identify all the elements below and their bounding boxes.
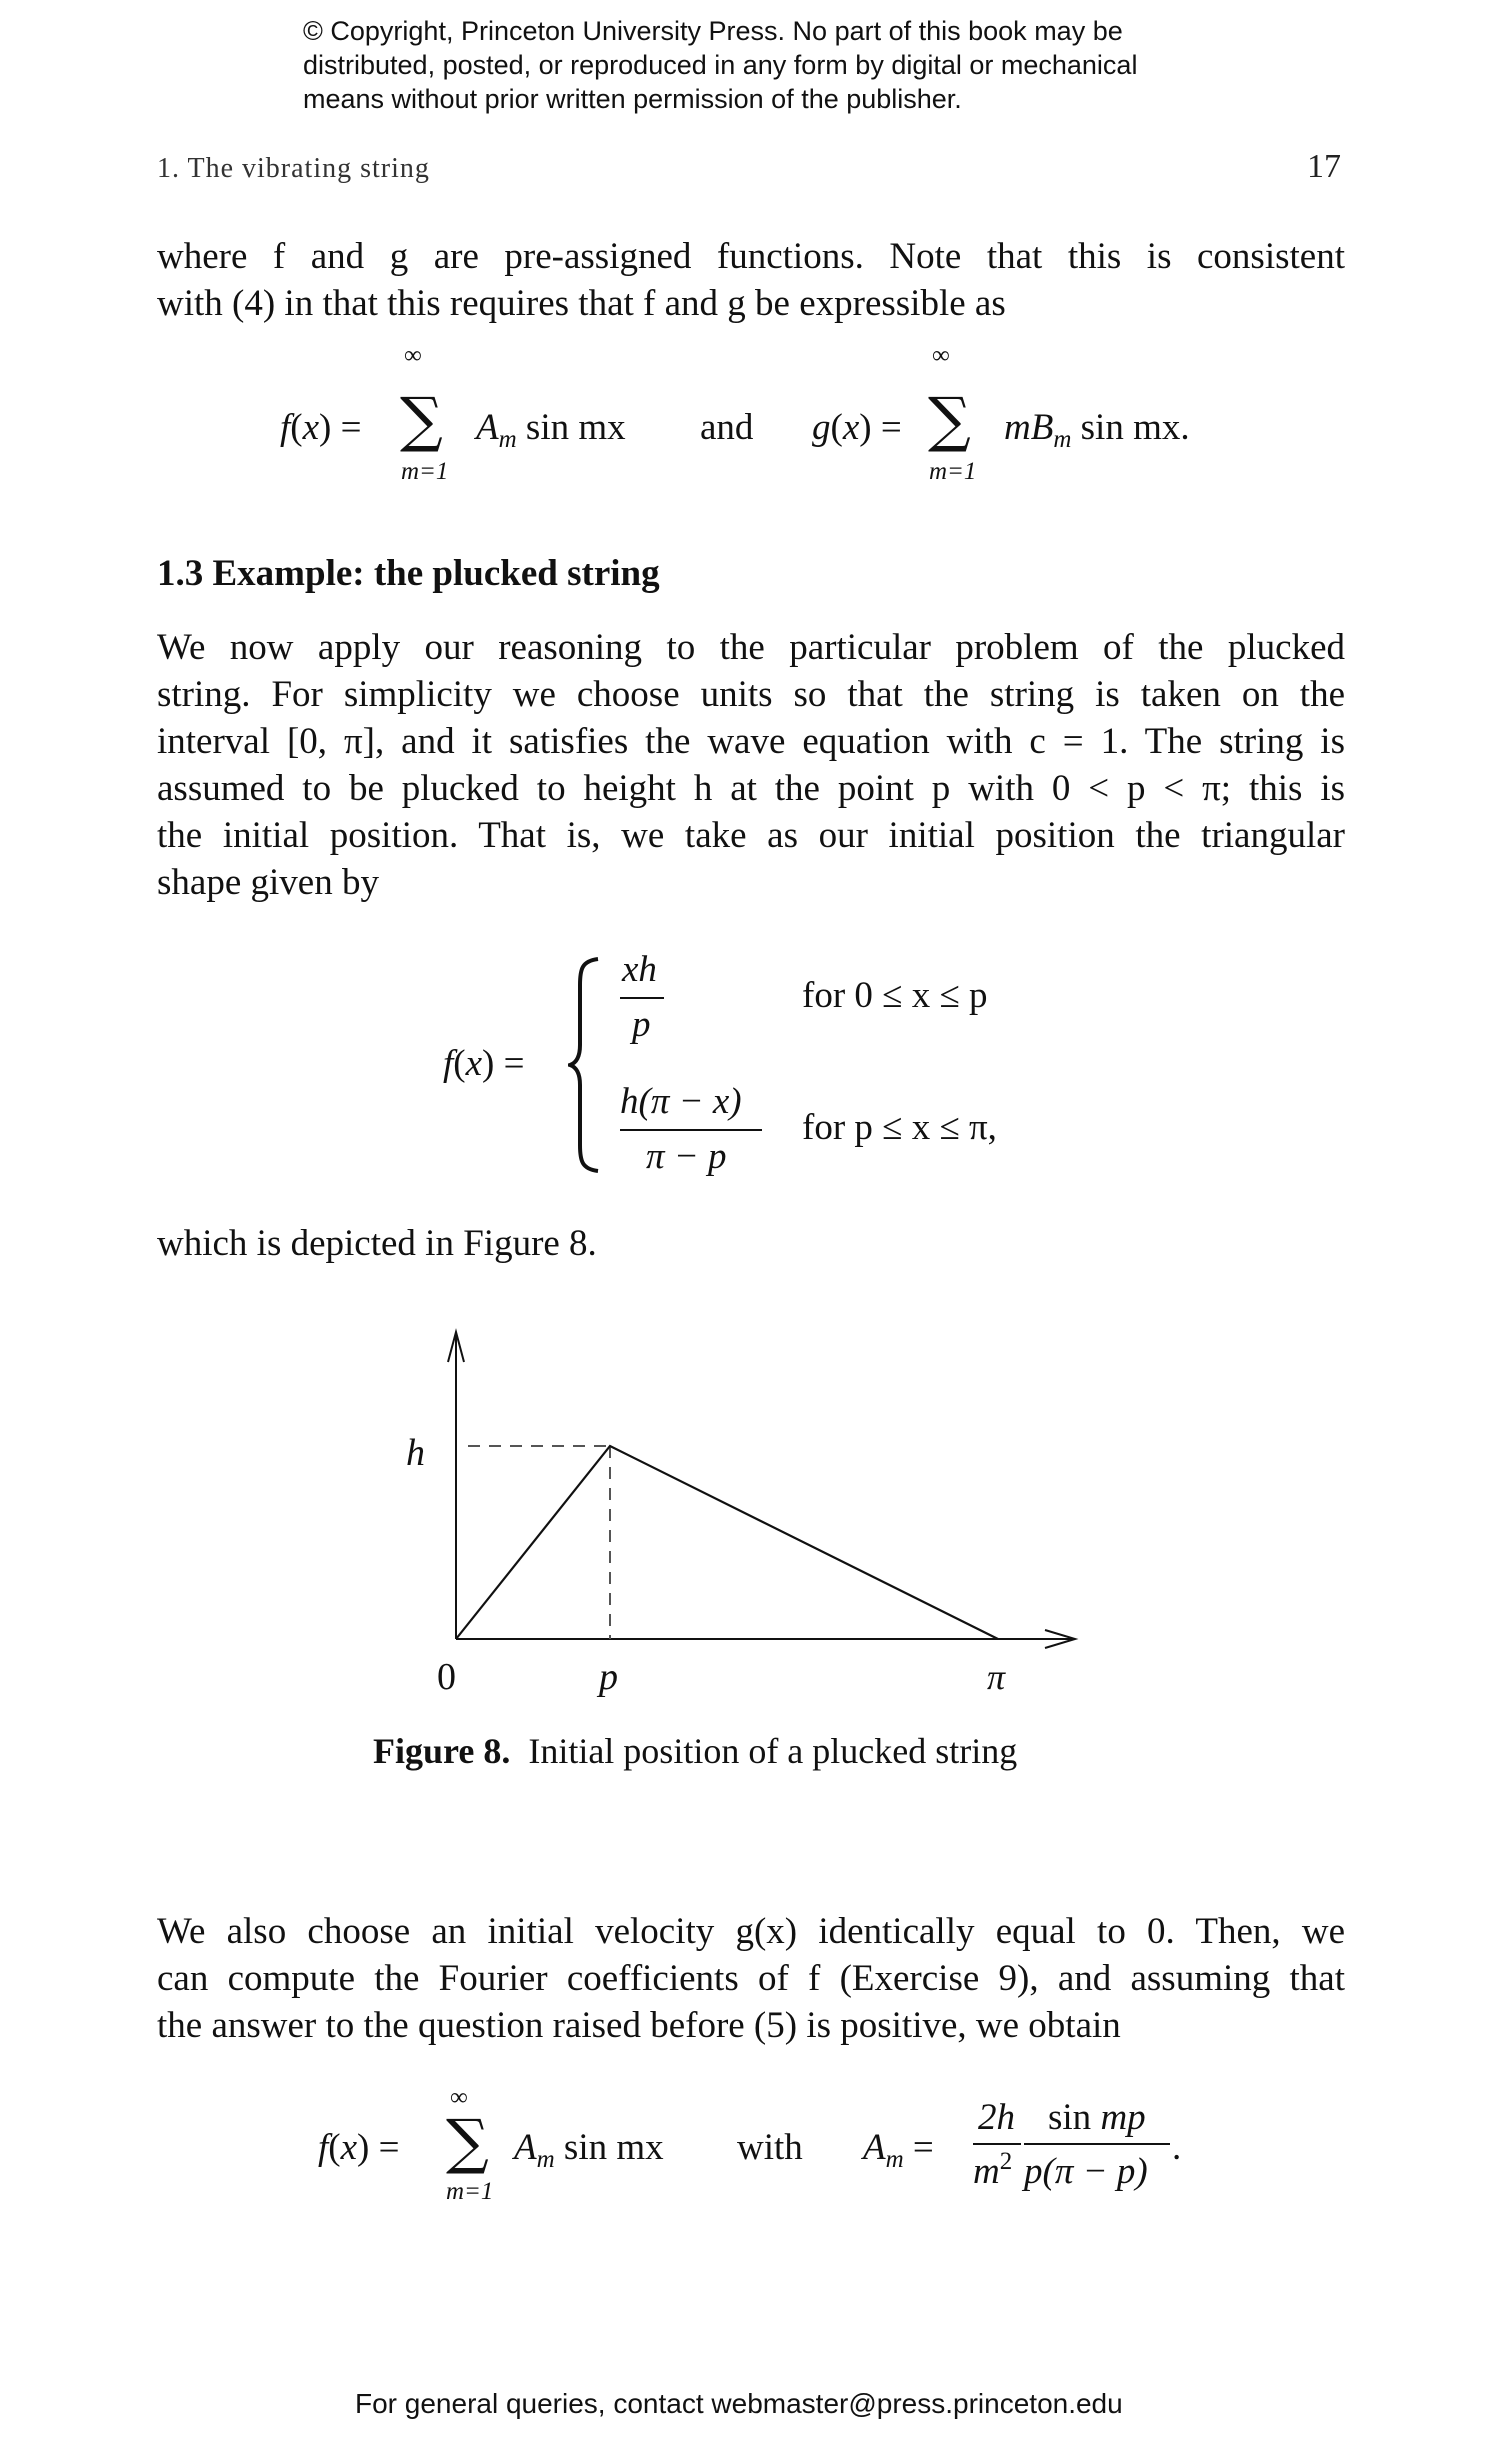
figure-caption [373, 1730, 1017, 1772]
eq2-case1-denominator: p [632, 1004, 651, 1045]
page-number: 17 [1307, 148, 1341, 185]
paragraph2-line-5: the initial position. That is, we take as our initial position the triangular [157, 815, 1345, 856]
figure-caption-text: Initial position of a plucked string [528, 1731, 1018, 1771]
eq1-sum2-lower: m=1 [929, 458, 977, 485]
copyright-line-1: © Copyright, Princeton University Press. No part of this book may be [303, 16, 1123, 46]
label-zero: 0 [437, 1656, 456, 1698]
eq3-frac2-numerator: sin mp [1048, 2097, 1146, 2138]
eq3-sum-symbol: ∑ [446, 2107, 489, 2177]
eq3-rhs-lhs: $A_m$ = [863, 2127, 934, 2173]
paragraph1-line-1: where f and g are pre-assigned functions. Note that this is consistent [157, 236, 1345, 277]
eq1-connector: and [700, 407, 754, 448]
eq1-sum2-upper: ∞ [932, 342, 950, 369]
eq1-sum1-symbol: ∑ [400, 385, 443, 455]
footer-contact: For general queries, contact webmaster@press.princeton.edu [355, 2388, 1123, 2419]
eq2-lhs: f(x) = [443, 1043, 525, 1084]
plucked-string-shape [456, 1446, 998, 1639]
eq3-frac2-bar [1024, 2143, 1170, 2145]
label-h: h [406, 1432, 425, 1474]
eq2-case2-condition: for p ≤ x ≤ π, [802, 1107, 997, 1148]
section-heading: 1.3 Example: the plucked string [157, 553, 660, 594]
paragraph2-line-4: assumed to be plucked to height h at the point p with 0 < p < π; this is [157, 768, 1345, 809]
eq3-frac1-bar [973, 2143, 1021, 2145]
eq3-frac1-numerator: 2h [978, 2097, 1015, 2138]
eq3-connector: with [737, 2127, 803, 2168]
eq2-case2-denominator: π − p [646, 1136, 727, 1177]
eq1-lhs-g: g(x) = [812, 407, 902, 448]
eq3-sum-upper: ∞ [450, 2084, 468, 2111]
eq1-left-term: $A_m$ sin mx [476, 407, 626, 453]
eq3-frac1-denominator: $m^2$ [973, 2148, 1013, 2192]
running-title: 1. The vibrating string [157, 153, 430, 184]
copyright-line-3: means without prior written permission of the publisher. [303, 84, 962, 114]
paragraph2-line-6: shape given by [157, 862, 379, 903]
paragraph-figure-reference: which is depicted in Figure 8. [157, 1223, 597, 1264]
paragraph2-line-2: string. For simplicity we choose units so that the string is taken on the [157, 674, 1345, 715]
eq3-sum-lower: m=1 [446, 2178, 494, 2205]
eq3-term: $A_m$ sin mx [514, 2127, 664, 2173]
paragraph3-line-3: the answer to the question raised before (5) is positive, we obtain [157, 2005, 1121, 2046]
eq1-sum1-lower: m=1 [401, 458, 449, 485]
copyright-line-2: distributed, posted, or reproduced in any form by digital or mechanical [303, 50, 1138, 80]
eq3-lhs: f(x) = [318, 2127, 400, 2168]
label-pi: π [987, 1657, 1006, 1697]
eq1-lhs-f: f(x) = [280, 407, 362, 448]
eq1-sum2-symbol: ∑ [928, 385, 971, 455]
eq3-frac2-denominator: p(π − p) [1024, 2151, 1148, 2192]
left-brace-icon [568, 955, 608, 1175]
label-p: p [599, 1656, 618, 1698]
figure-caption-label: Figure 8. [373, 1731, 511, 1771]
eq2-case2-fraction-bar [620, 1129, 762, 1131]
figure-plucked-string [380, 1320, 1100, 1720]
eq2-case2-numerator: h(π − x) [620, 1081, 742, 1122]
paragraph3-line-2: can compute the Fourier coefficients of f (Exercise 9), and assuming that [157, 1958, 1345, 1999]
paragraph1-line-2: with (4) in that this requires that f and g be expressible as [157, 283, 1006, 324]
eq3-period: . [1172, 2127, 1182, 2168]
eq1-sum1-upper: ∞ [404, 342, 422, 369]
eq2-case1-condition: for 0 ≤ x ≤ p [802, 975, 988, 1016]
eq1-right-term: $mB_m$ sin mx. [1004, 407, 1190, 453]
paragraph2-line-1: We now apply our reasoning to the particular problem of the plucked [157, 627, 1345, 668]
eq2-case1-numerator: xh [622, 949, 657, 990]
paragraph3-line-1: We also choose an initial velocity g(x) identically equal to 0. Then, we [157, 1911, 1345, 1952]
eq2-case1-fraction-bar [620, 997, 664, 999]
paragraph2-line-3: interval [0, π], and it satisfies the wave equation with c = 1. The string is [157, 721, 1345, 762]
